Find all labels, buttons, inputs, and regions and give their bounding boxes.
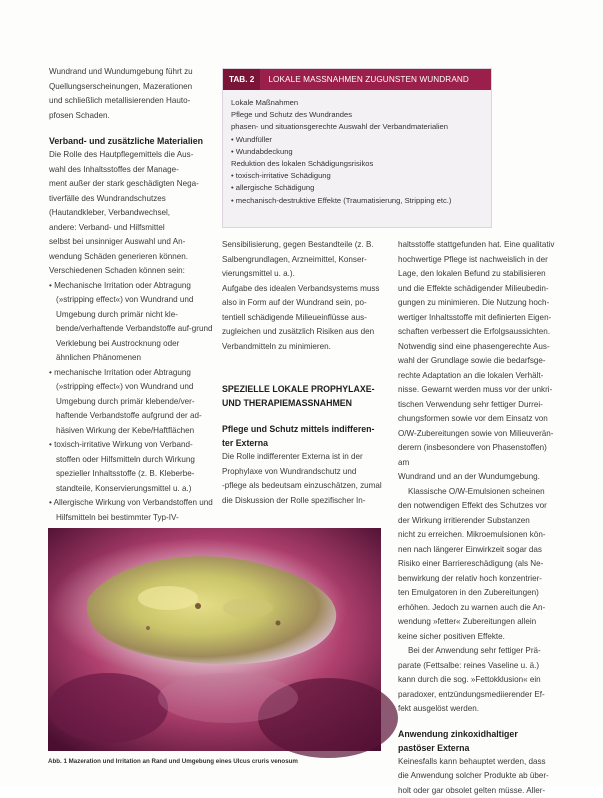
list-item: • Allergische Wirkung von Verbandstoffen und Hilfsmitteln bei bestimmter Typ-IV-	[49, 496, 215, 525]
table-item: • Wundfüller	[231, 134, 483, 146]
body-line: Risiko einer Barriereschädigung (als Ne-	[398, 557, 558, 572]
body-line: Die Rolle indifferenter Externa ist in der	[222, 450, 382, 465]
table-title: LOKALE MASSNAHMEN ZUGUNSTEN WUNDRAND	[260, 75, 469, 84]
body-line: nicht zu erreichen. Mikroemulsionen kön-	[398, 528, 558, 543]
body-line: Aufgabe des idealen Verbandsystems muss	[222, 282, 382, 297]
body-line: Lage, den lokalen Befund zu stabilisieren	[398, 267, 558, 282]
body-line: fekt ausgelöst werden.	[398, 702, 558, 717]
body-line: schaften verbessert die Erfolgsaussichten.	[398, 325, 558, 340]
body-line: also in Form auf der Wundrand sein, po-	[222, 296, 382, 311]
body-line: paradoxer, entzündungsmediierender Ef-	[398, 688, 558, 703]
table-item: • Wundabdeckung	[231, 146, 483, 158]
list-item: • Mechanische Irritation oder Abtragung (»stripping effect«) von Wundrand und Umgebung durch primär nicht kle-bende/verhaftende Verbandstoffe auf-grund Verklebung bei Austrocknung oder ähnlichen Phänomenen	[49, 279, 215, 366]
body-line: Verbandmitteln zu minimieren.	[222, 340, 382, 355]
middle-column	[222, 238, 382, 508]
body-line: keine sicher positiven Effekte.	[398, 630, 558, 645]
table-number: TAB. 2	[223, 69, 260, 90]
body-line: -pflege als bedeutsam einzuschätzen, zumal	[222, 479, 382, 494]
body-line: vierungsmittel u. a.).	[222, 267, 382, 282]
body-line: Sensibilisierung, gegen Bestandteile (z. B.	[222, 238, 382, 253]
body-line: tiverfälle des Wundrandschutzes	[49, 192, 215, 207]
body-line: erhöhen. Jedoch zu warnen auch die An-	[398, 601, 558, 616]
body-line: Notwendig sind eine phasengerechte Aus-	[398, 340, 558, 355]
sub-heading: pastöser Externa	[398, 741, 558, 755]
body-line: kann durch die sog. »Fettokklusion« ein	[398, 673, 558, 688]
body-line: Klassische O/W-Emulsionen scheinen	[398, 485, 558, 500]
body-line: benwirkung der relativ hoch konzentrier-	[398, 572, 558, 587]
body-line: Wundrand und an der Wundumgebung.	[398, 470, 558, 485]
body-line: Die Rolle des Hautpflegemittels die Aus-	[49, 148, 215, 163]
section-heading: Verband- und zusätzliche Materialien	[49, 135, 215, 148]
body-line: wahl der Grundlage sowie die bedarfsge-	[398, 354, 558, 369]
table-sublist	[231, 170, 483, 207]
body-line: Salbengrundlagen, Arzneimittel, Konser-	[222, 253, 382, 268]
left-column	[49, 65, 215, 525]
section-heading: SPEZIELLE LOKALE PROPHYLAXE-	[222, 382, 382, 396]
body-line: zugleichen und zusätzlich Risiken aus den	[222, 325, 382, 340]
damage-list	[49, 279, 215, 526]
body-line: wendung Schäden generieren können.	[49, 250, 215, 265]
intro-line: pfosen Schaden.	[49, 109, 215, 124]
body-line: wendung »fetter« Zubereitungen allein	[398, 615, 558, 630]
table-line: Reduktion des lokalen Schädigungsrisikos	[231, 158, 483, 170]
body-line: holt oder gar obsolet gelten müsse. Aller-	[398, 784, 558, 798]
body-line: die Anwendung solcher Produkte ab über-	[398, 769, 558, 784]
body-line: ten Emulgatoren in den Zubereitungen)	[398, 586, 558, 601]
table-item: • allergische Schädigung	[231, 182, 483, 194]
body-line: Keinesfalls kann behauptet werden, dass	[398, 755, 558, 770]
body-line: wahl des Inhaltsstoffes der Manage-	[49, 163, 215, 178]
right-column	[398, 238, 558, 798]
body-line: (Hautandkleber, Verbandwechsel,	[49, 206, 215, 221]
table-body	[223, 90, 491, 214]
table-header	[223, 69, 491, 90]
body-line: parate (Fettsalbe: reines Vaseline u. ä.)	[398, 659, 558, 674]
body-line: selbst bei unsinniger Auswahl und An-	[49, 235, 215, 250]
body-line: und die Effekte schädigender Milieubedin-	[398, 282, 558, 297]
sub-heading: Anwendung zinkoxidhaltiger	[398, 727, 558, 741]
body-line: haltsstoffe stattgefunden hat. Eine qualitativ	[398, 238, 558, 253]
body-line: tischen Verwendung sehr fettiger Durrei-	[398, 398, 558, 413]
intro-line: Wundrand und Wundumgebung führt zu	[49, 65, 215, 80]
body-line: ment außer der stark geschädigten Nega-	[49, 177, 215, 192]
table-line: Pflege und Schutz des Wundrandes	[231, 109, 483, 121]
list-item: • mechanische Irritation oder Abtragung (»stripping effect«) von Wundrand und Umgebung durch primär klebende/ver-haftende Verbandstoffe aufgrund der ad-häsiven Wirkung der Kebe/Haftflächen	[49, 366, 215, 439]
table-line: Lokale Maßnahmen	[231, 97, 483, 109]
body-line: Verschiedenen Schaden können sein:	[49, 264, 215, 279]
intro-line: und schließlich metallisierenden Hauto-	[49, 94, 215, 109]
sub-heading: ter Externa	[222, 436, 382, 450]
table-line: phasen- und situationsgerechte Auswahl der Verbandmaterialien	[231, 121, 483, 133]
table-item: • toxisch-irritative Schädigung	[231, 170, 483, 182]
wound-photo-image	[48, 528, 381, 751]
section-heading: UND THERAPIEMASSNAHMEN	[222, 396, 382, 410]
sub-heading: Pflege und Schutz mittels indifferen-	[222, 422, 382, 436]
body-line: der Wirkung irritierender Substanzen	[398, 514, 558, 529]
body-line: Bei der Anwendung sehr fettiger Prä-	[398, 644, 558, 659]
body-line: gungen zu minimieren. Die Nutzung hoch-	[398, 296, 558, 311]
table-box	[222, 68, 492, 228]
body-line: nisse. Gewarnt werden muss vor der unkri-	[398, 383, 558, 398]
body-line: hochwertige Pflege ist nachweislich in der	[398, 253, 558, 268]
body-line: chungsformen sowie vor dem Einsatz von	[398, 412, 558, 427]
body-line: andere: Verband- und Hilfsmittel	[49, 221, 215, 236]
list-item: • toxisch-irritative Wirkung von Verband-stoffen oder Hilfsmitteln durch Wirkung spezieller Inhaltsstoffe (z. B. Kleberbe-standteile, Konservierungsmittel u. a.)	[49, 438, 215, 496]
body-line: wertiger Inhaltsstoffe mit definierten Eigen-	[398, 311, 558, 326]
table-sublist	[231, 134, 483, 158]
body-line: O/W-Zubereitungen sowie von Milieuverän-	[398, 427, 558, 442]
body-line: Prophylaxe von Wundrandschutz und	[222, 465, 382, 480]
intro-line: Quellungserscheinungen, Mazerationen	[49, 80, 215, 95]
body-line: nen nach längerer Einwirkzeit sogar das	[398, 543, 558, 558]
figure-caption: Abb. 1 Mazeration und Irritation an Rand und Umgebung eines Ulcus cruris venosum	[48, 758, 298, 765]
body-line: den notwendigen Effekt des Schutzes vor	[398, 499, 558, 514]
body-line: tentiell schädigende Milieueinflüsse aus-	[222, 311, 382, 326]
body-line: rechte Adaptation an die lokalen Verhält-	[398, 369, 558, 384]
wound-photo	[48, 528, 381, 751]
body-line: derern (insbesondere von Phasenstoffen) am	[398, 441, 558, 470]
table-item: • mechanisch-destruktive Effekte (Traumatisierung, Stripping etc.)	[231, 195, 483, 207]
body-line: die Diskussion der Rolle spezifischer In-	[222, 494, 382, 509]
